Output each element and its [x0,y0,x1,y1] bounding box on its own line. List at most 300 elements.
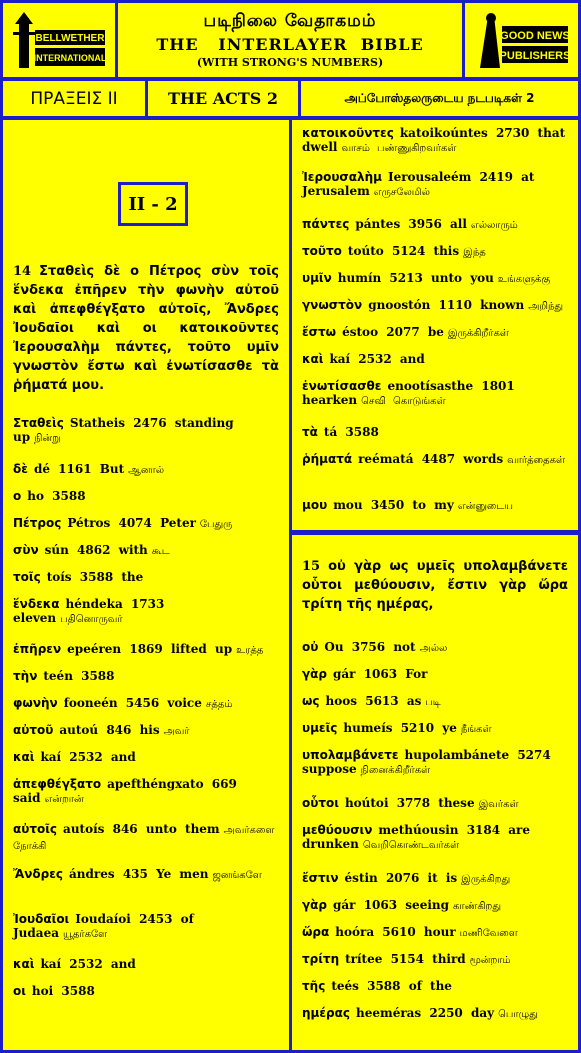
transliteration: kaí [329,352,351,366]
word-entry-line [302,925,568,941]
word-entry [13,957,279,971]
transliteration: hoútoi [344,796,389,810]
strong-number: 3956 [408,217,442,231]
word-entry [302,871,568,887]
strong-number: 5610 [382,925,416,939]
bellwether-logo-icon [11,10,107,70]
transliteration: reématá [358,452,414,466]
strong-number: 3184 [466,823,501,837]
tamil-gloss: அல்ல [419,643,448,654]
transliteration: toís [46,570,72,584]
transliteration: hupolambánete [404,748,510,762]
tamil-gloss: இவர்கள் [478,799,519,810]
greek-word: γὰρ [302,898,328,912]
tamil-gloss: இருக்கிறது [461,874,511,885]
word-entry-line [13,489,279,503]
english-gloss: day [470,1006,495,1020]
word-entry-line [302,796,568,812]
word-entry-line [302,979,568,993]
tamil-gloss: என்றான் [44,794,84,805]
greek-word: ἀπεφθέγξατο [13,777,102,791]
greek-word: Ἰερουσαλὴμ [302,170,382,184]
tab-tamil-label: அப்போஸ்தலருடைய நடபடிகள் 2 [344,90,535,105]
tamil-gloss: அறிந்து [528,301,564,312]
tamil-gloss: மூன்றாம் [469,955,511,966]
word-entry [302,721,568,737]
transliteration: mou [333,498,363,512]
english-gloss: lifted up [170,642,233,656]
transliteration: apefthéngxato [107,777,204,791]
word-entry-line [302,425,568,439]
word-entry-line [13,822,279,854]
word-entry [302,498,568,514]
word-entry-line [13,696,279,712]
tamil-gloss: பொழுது [498,1009,538,1020]
greek-word: γὰρ [302,667,328,681]
strong-number: 2076 [385,871,420,885]
word-entry [302,640,568,656]
strong-number: 5154 [390,952,424,966]
word-entry-line [302,217,568,233]
transliteration: toúto [347,244,384,258]
strong-number: 3588 [81,669,115,683]
word-entry [302,271,568,287]
tamil-gloss: படி [425,697,441,708]
english-gloss: said [13,791,41,805]
strong-number: 4074 [118,516,152,530]
right-bottom-panel [292,535,578,1050]
strong-number: 2419 [479,170,513,184]
greek-word: ἐνωτίσασθε [302,379,382,393]
tamil-gloss: கூட [151,546,170,557]
transliteration: éstin [344,871,378,885]
word-entry [302,979,568,993]
greek-word: οὗτοι [302,796,339,810]
english-gloss: this [433,244,460,258]
strong-number: 2077 [386,325,420,339]
tamil-gloss: உங்களுக்கு [497,274,551,285]
word-entry-line [302,170,568,200]
english-gloss: Ye men [156,867,209,881]
word-entry-line [302,748,568,778]
word-entry-line [302,640,568,656]
verse-14-greek: Σταθεὶς δὲ ο Πέτρος σὺν τοῖς ἕνδεκα ἐπῆρεν τὴν φωνὴν αὐτοῦ καὶ ἀπεφθέγξατο αὐτοῖς, Ἄνδρες Ἰουδαῖοι καὶ οι κατοικοῦντες Ἰερουσαλὴμ πάντες, τοῦτο υμῖν γνωστὸν ἔστω καὶ ἐνωτίσασθε τὰ ῥήματά μου. [13,264,279,393]
transliteration: hoóra [335,925,375,939]
greek-word: πάντες [302,217,350,231]
english-gloss: and [110,957,136,971]
greek-word: ημέρας [302,1006,350,1020]
english-gloss: all [449,217,467,231]
english-gloss: words [463,452,504,466]
tab-greek-title [3,81,145,116]
word-entry-line [302,823,568,853]
transliteration: dé [33,462,50,476]
word-entry [302,796,568,812]
word-entry [13,597,279,627]
word-entry [302,823,568,853]
transliteration: heeméras [356,1006,422,1020]
word-entry-line [302,325,568,341]
header-title-block [118,3,462,77]
word-entry [13,416,279,446]
word-entry-line [13,669,279,683]
word-entry-line [13,777,279,807]
tab-tamil-title [301,81,578,116]
transliteration: Ierousaleém [387,170,472,184]
word-entry [302,170,568,200]
greek-word: τὴν [13,669,38,683]
tamil-gloss: ஜனங்களே [212,870,262,881]
svg-text:BELLWETHER: BELLWETHER [35,33,105,44]
transliteration: hoos [325,694,358,708]
strong-number: 435 [122,867,148,881]
word-entry-line [13,867,279,883]
svg-text:PUBLISHERS: PUBLISHERS [499,50,570,62]
tamil-gloss: அவர்களை நோக்கி [13,825,275,852]
word-entry-line [13,957,279,971]
english-gloss: seeing [405,898,449,912]
english-gloss: be [427,325,444,339]
english-gloss: of Judaea [13,912,194,940]
greek-word: τρίτη [302,952,340,966]
verse-14-number: 14 [13,264,32,279]
strong-number: 1063 [363,898,398,912]
strong-number: 2453 [139,912,173,926]
greek-word: ἔστιν [302,871,339,885]
title-tamil: படிநிலை வேதாகமம் [203,11,377,31]
word-entry [13,489,279,503]
english-gloss: it is [427,871,458,885]
strong-number: 1801 [481,379,515,393]
word-entry [302,925,568,941]
transliteration: gnoostón [368,298,431,312]
strong-number: 5456 [125,696,160,710]
transliteration: sún [44,543,69,557]
transliteration: enootísasthe [387,379,474,393]
word-entry [13,867,279,883]
transliteration: autoú [59,723,99,737]
tab-greek-label: ΠΡΑΞΕΙΣ ΙΙ [30,88,118,109]
english-gloss: For [405,667,428,681]
word-entry-line [302,352,568,366]
transliteration: Pétros [67,516,111,530]
greek-word: φωνὴν [13,696,58,710]
strong-number: 3588 [61,984,95,998]
greek-word: ως [302,694,320,708]
word-entry [302,667,568,681]
strong-number: 2730 [495,126,530,140]
word-entry [13,750,279,764]
word-entry-line [302,126,568,156]
english-gloss: and [110,750,136,764]
title-sub: (WITH STRONG'S NUMBERS) [196,56,384,69]
word-entry [302,1006,568,1022]
tamil-gloss: பதினொருவர் [60,614,123,625]
word-entry [13,669,279,683]
word-entry-line [13,642,279,658]
svg-text:GOOD NEWS: GOOD NEWS [499,30,570,42]
strong-number: 2532 [69,957,103,971]
strong-number: 3450 [370,498,405,512]
greek-word: Ἰουδαῖοι [13,912,70,926]
english-gloss: eleven [13,611,57,625]
transliteration: pántes [355,217,401,231]
word-entry-line [302,952,568,968]
word-entry [302,694,568,710]
transliteration: hoi [31,984,54,998]
left-panel [3,120,289,1050]
tamil-gloss: மணிவேளை [459,928,518,939]
strong-number: 3778 [396,796,431,810]
greek-word: οι [13,984,26,998]
strong-number: 2250 [429,1006,463,1020]
word-entry [13,462,279,478]
transliteration: methúousin [378,823,459,837]
word-entry [302,379,568,409]
greek-word: αὐτοῖς [13,822,58,836]
english-gloss: that dwell [302,126,566,154]
english-gloss: and [399,352,425,366]
english-gloss: suppose [302,762,357,776]
greek-word: τῆς [302,979,326,993]
greek-word: ἐπῆρεν [13,642,62,656]
tamil-gloss: எருசலேமில் [373,187,430,198]
tamil-gloss: எல்லாரும் [470,220,518,231]
tamil-gloss: உரத்த [236,645,264,656]
english-gloss: known [480,298,525,312]
greek-word: ἔστω [302,325,337,339]
greek-word: υπολαμβάνετε [302,748,399,762]
tamil-gloss: நின்று [34,433,61,444]
greek-word: καὶ [13,750,35,764]
transliteration: kaí [40,750,62,764]
english-gloss: hour [423,925,456,939]
greek-word: υμεῖς [302,721,338,735]
left-logo [3,3,115,77]
strong-number: 3756 [351,640,386,654]
greek-word: αὐτοῦ [13,723,54,737]
strong-number: 846 [106,723,132,737]
transliteration: epeéren [67,642,122,656]
transliteration: éstoo [342,325,379,339]
word-entry [302,244,568,260]
tamil-gloss: வாசம் பண்ணுகிறவர்கள் [341,143,457,154]
english-gloss: third [432,952,466,966]
strong-number: 3588 [79,570,114,584]
english-gloss: as [406,694,422,708]
transliteration: tá [323,425,338,439]
english-gloss: at Jerusalem [302,170,535,198]
greek-word: μεθύουσιν [302,823,373,837]
strong-number: 846 [112,822,138,836]
english-gloss: Peter [160,516,196,530]
tamil-gloss: சத்தம் [205,699,233,710]
english-gloss: his [139,723,160,737]
english-gloss: with [118,543,148,557]
english-gloss: ye [442,721,457,735]
greek-word: τοῖς [13,570,41,584]
word-entry-line [13,597,279,627]
greek-word: τὰ [302,425,318,439]
word-entry-line [302,271,568,287]
greek-word: ῥήματά [302,452,353,466]
greek-word: σὺν [13,543,39,557]
right-logo [465,3,578,77]
strong-number: 2476 [133,416,167,430]
tamil-gloss: அவர் [163,726,190,737]
english-gloss: these [438,796,475,810]
word-entry [13,912,279,942]
word-entry-line [13,462,279,478]
english-gloss: the [121,570,144,584]
greek-word: οὐ [302,640,319,654]
strong-number: 5210 [400,721,435,735]
strong-number: 4487 [421,452,456,466]
tamil-gloss: ஆனால் [128,465,165,476]
strong-number: 5613 [365,694,399,708]
strong-number: 3588 [367,979,401,993]
tamil-gloss: நீங்கள் [460,724,492,735]
english-gloss: standing up [13,416,234,444]
strong-number: 4862 [77,543,111,557]
strong-number: 1063 [363,667,398,681]
tamil-gloss: என்னுடைய [457,501,513,512]
word-entry [302,126,568,156]
transliteration: Ou [324,640,344,654]
right-top-panel [292,120,578,530]
word-entry-line [13,543,279,559]
transliteration: katoikoúntes [399,126,488,140]
verse-14-text [13,262,279,395]
word-entry [302,452,568,468]
greek-word: Σταθεὶς [13,416,64,430]
strong-number: 3588 [52,489,86,503]
word-entry-line [302,1006,568,1022]
tamil-gloss: இந்த [463,247,486,258]
word-entry [13,516,279,532]
word-entry [13,642,279,658]
greek-word: κατοικοῦντες [302,126,394,140]
word-entry-line [302,298,568,314]
word-entry-line [302,379,568,409]
word-entry [302,425,568,439]
tamil-gloss: வெறிகொண்டவர்கள் [362,840,460,851]
greek-word: ὥρα [302,925,330,939]
english-gloss: hearken [302,393,358,407]
strong-number: 1161 [58,462,92,476]
transliteration: Ioudaíoi [75,912,131,926]
word-entry [302,325,568,341]
word-entry-line [302,871,568,887]
tamil-gloss: வார்த்தைகள் [507,455,566,466]
word-entry-line [302,244,568,260]
word-entry-line [13,984,279,998]
greek-word: μου [302,498,328,512]
strong-number: 2532 [69,750,103,764]
verse-15-number: 15 [302,559,321,574]
greek-word: ο [13,489,22,503]
strong-number: 1869 [129,642,163,656]
verse-15-text [302,557,568,614]
strong-number: 1733 [130,597,165,611]
svg-text:INTERNATIONAL: INTERNATIONAL [33,53,107,63]
transliteration: trítee [345,952,383,966]
word-entry [13,822,279,854]
word-entry-line [302,721,568,737]
strong-number: 5274 [517,748,551,762]
greek-word: υμῖν [302,271,332,285]
strong-number: 669 [211,777,237,791]
word-entry [302,748,568,778]
transliteration: ho [27,489,44,503]
english-gloss: unto you [431,271,494,285]
transliteration: fooneén [63,696,118,710]
greek-word: Πέτρος [13,516,62,530]
transliteration: teés [331,979,359,993]
tamil-gloss: காண்கிறது [453,901,502,912]
good-news-logo-icon [474,10,570,70]
english-gloss: But [99,462,125,476]
word-entry-line [13,723,279,739]
word-entry [302,352,568,366]
title-main: THE INTERLAYER BIBLE [156,35,424,54]
greek-word: τοῦτο [302,244,342,258]
transliteration: Statheis [69,416,126,430]
tab-english-label: THE ACTS 2 [167,89,279,108]
english-gloss: to my [412,498,454,512]
word-entry-line [302,694,568,710]
word-entry [302,898,568,914]
word-entry [13,543,279,559]
word-entry-line [13,416,279,446]
word-entry [13,696,279,712]
transliteration: ándres [69,867,115,881]
transliteration: gár [333,898,356,912]
chapter-label: II - 2 [118,182,188,226]
transliteration: teén [43,669,73,683]
english-gloss: of the [408,979,452,993]
transliteration: autoís [63,822,105,836]
english-gloss: unto them [145,822,220,836]
transliteration: kaí [40,957,62,971]
english-gloss: are drunken [302,823,531,851]
greek-word: γνωστὸν [302,298,363,312]
word-entry [13,777,279,807]
tamil-gloss: இருக்கிறீர்கள் [447,328,509,339]
word-entry-line [13,750,279,764]
word-entry-line [302,667,568,681]
word-entry [13,723,279,739]
greek-word: Ἄνδρες [13,867,64,881]
greek-word: καὶ [302,352,324,366]
transliteration: gár [333,667,356,681]
word-entry-line [302,498,568,514]
word-entry [302,298,568,314]
tab-english-title [148,81,298,116]
word-entry-line [13,570,279,584]
transliteration: héndeka [65,597,123,611]
word-entry [302,952,568,968]
strong-number: 1110 [438,298,472,312]
word-entry-line [13,912,279,942]
greek-word: ἕνδεκα [13,597,60,611]
transliteration: humín [337,271,382,285]
english-gloss: voice [167,696,202,710]
tamil-gloss: பேதுரு [199,519,233,530]
strong-number: 5124 [391,244,426,258]
greek-word: καὶ [13,957,35,971]
word-entry [13,984,279,998]
